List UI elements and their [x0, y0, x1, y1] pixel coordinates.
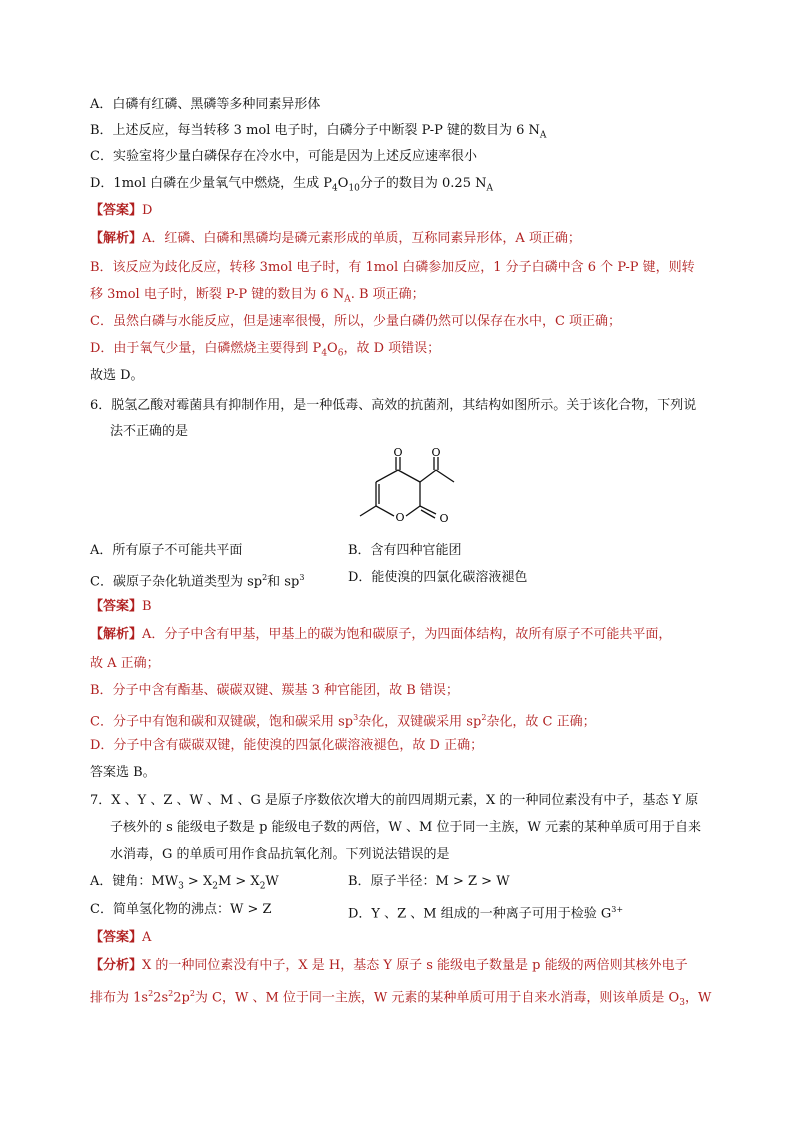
q5-analysis-d: D．由于氧气少量，白磷燃烧主要得到 $P_4O_6$，故 D 项错误； — [90, 341, 441, 359]
q5-conclusion: 故选 D。 — [90, 368, 144, 383]
q6-conclusion: 答案选 B。 — [90, 765, 156, 780]
q6-option-d: D．能使溴的四氯化碳溶液褪色 — [348, 570, 528, 585]
q6-analysis-c: C．分子中有饱和碳和双键碳，饱和碳采用 $sp^3$杂化，双键碳采用 $sp^2$杂化，故 C 正确； — [90, 713, 596, 730]
q6-analysis-d: D．分子中含有碳碳双键，能使溴的四氯化碳溶液褪色，故 D 正确； — [90, 738, 484, 753]
q5-option-b: B．上述反应，每当转移 3 mol 电子时，白磷分子中断裂 P-P 键的数目为 6 $N_A$ — [90, 123, 547, 141]
q7-option-a: A．键角：$MW_3 > X_2M > X_2W$ — [90, 874, 279, 892]
q7-stem-line2: 子核外的 s 能级电子数是 p 能级电子数的两倍，W 、M 位于同一主族，W 元素的某种单质可用于自来 — [110, 820, 701, 835]
q6-option-c: C．碳原子杂化轨道类型为 $sp^2$和 $sp^3$ — [90, 573, 305, 590]
q7-analysis-line1: 【分析】X 的一种同位素没有中子，X 是 H，基态 Y 原子 s 能级电子数量是 p 能级的两倍则其核外电子 — [90, 958, 688, 973]
q6-analysis-b: B．分子中含有酯基、碳碳双键、羰基 3 种官能团，故 B 错误； — [90, 683, 459, 698]
q6-answer: 【答案】B — [90, 599, 152, 614]
structure-o-ring: O — [395, 511, 405, 524]
q7-analysis-line2: 排布为 $1s^22s^22p^2$为 C，W 、M 位于同一主族，W 元素的某种单质可用于自来水消毒，则该单质是 $O_3$，W — [90, 989, 712, 1008]
dehydroacetic-acid-structure — [350, 448, 480, 538]
q5-analysis-c: C．虽然白磷与水能反应，但是速率很慢，所以，少量白磷仍然可以保存在水中，C 项正确； — [90, 314, 622, 329]
q6-option-b: B．含有四种官能团 — [348, 543, 462, 558]
q7-option-c: C．简单氢化物的沸点：W > Z — [90, 902, 272, 917]
q5-analysis-b-cont: 移 3mol 电子时，断裂 P-P 键的数目为 6 $N_A$. B 项正确； — [90, 287, 425, 305]
q6-analysis-a: 【解析】A．分子中含有甲基，甲基上的碳为饱和碳原子，为四面体结构，故所有原子不可能共平面， — [90, 627, 672, 642]
q5-option-a: A．白磷有红磷、黑磷等多种同素异形体 — [90, 97, 321, 112]
q6-analysis-a-cont: 故 A 正确； — [90, 656, 160, 671]
q5-analysis-a: 【解析】A．红磷、白磷和黑磷均是磷元素形成的单质，互称同素异形体，A 项正确； — [90, 231, 581, 246]
q6-stem-line1: 6．脱氢乙酸对霉菌具有抑制作用，是一种低毒、高效的抗菌剂，其结构如图所示。关于该化合物，下列说 — [90, 398, 697, 413]
q5-option-d: D．1mol 白磷在少量氧气中燃烧，生成 $P_4O_{10}$分子的数目为 0.25 $N_A$ — [90, 176, 493, 194]
q7-answer: 【答案】A — [90, 930, 152, 945]
q5-answer: 【答案】D — [90, 203, 153, 218]
q6-stem-line2: 法不正确的是 — [110, 424, 189, 439]
q7-option-b: B．原子半径：M > Z > W — [348, 874, 510, 889]
q5-analysis-b: B．该反应为歧化反应，转移 3mol 电子时，有 1mol 白磷参加反应，1 分子白磷中含 6 个 P-P 键，则转 — [90, 260, 695, 275]
q7-option-d: D．Y 、Z 、M 组成的一种离子可用于检验 $G^{3+}$ — [348, 905, 624, 922]
q7-stem-line3: 水消毒，G 的单质可用作食品抗氧化剂。下列说法错误的是 — [110, 847, 450, 862]
structure-o-acetyl: O — [431, 448, 441, 459]
structure-o-lactone: O — [439, 512, 449, 525]
structure-o-top: O — [393, 448, 403, 459]
q7-stem-line1: 7．X 、Y 、Z 、W 、M 、G 是原子序数依次增大的前四周期元素，X 的一种同位素没有中子，基态 Y 原 — [90, 793, 699, 808]
q5-option-c: C．实验室将少量白磷保存在冷水中，可能是因为上述反应速率很小 — [90, 149, 477, 164]
q6-option-a: A．所有原子不可能共平面 — [90, 543, 243, 558]
